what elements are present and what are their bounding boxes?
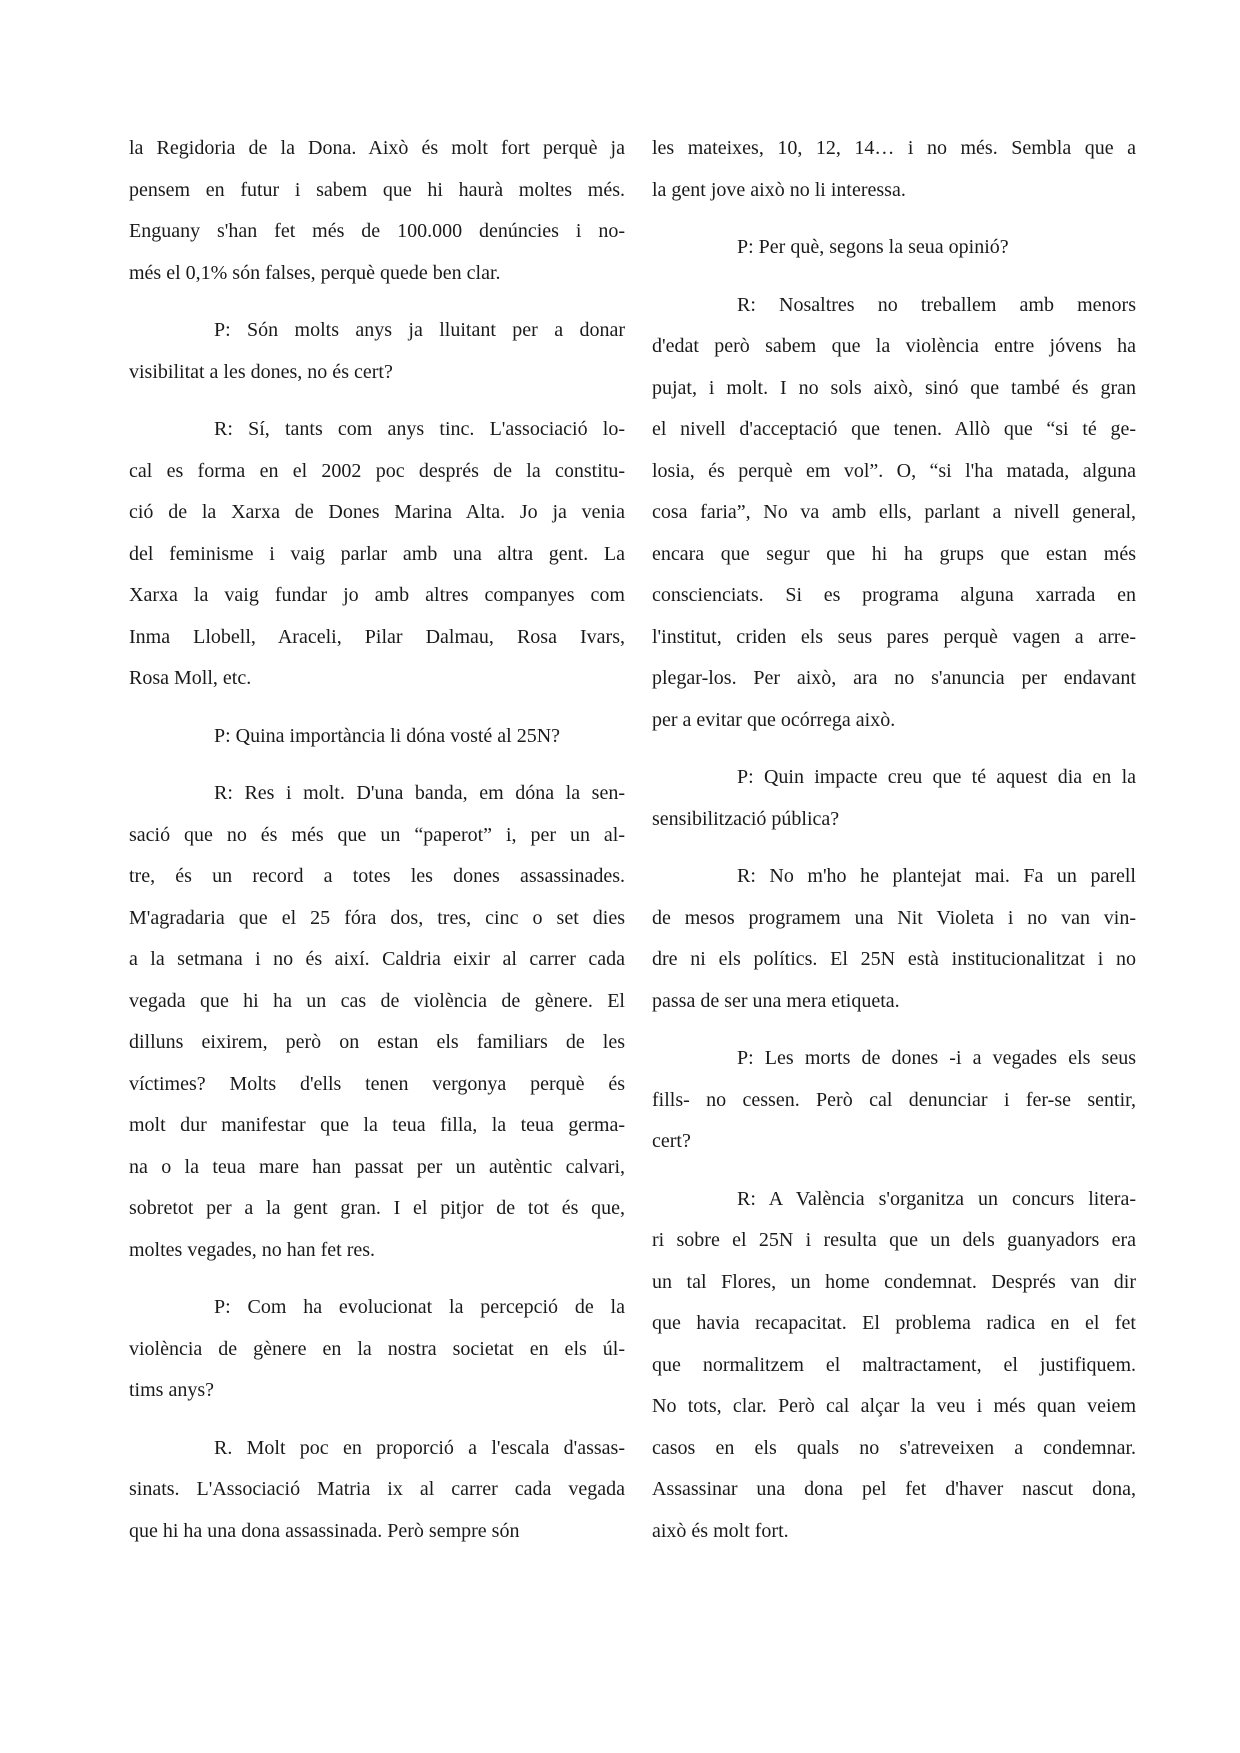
text-line: les mateixes, 10, 12, 14… i no més. Sembla que a <box>652 137 1136 159</box>
text-line: que havia recapacitat. El problema radica en el fet <box>652 1312 1136 1334</box>
text-line: que hi ha una dona assassinada. Però sempre són <box>129 1519 520 1542</box>
text-line: la Regidoria de la Dona. Això és molt fort perquè ja <box>129 137 625 159</box>
paragraph-continuation <box>652 128 1136 211</box>
text-line: tre, és un record a totes les dones assassinades. <box>129 865 625 887</box>
text-line: ció de la Xarxa de Dones Marina Alta. Jo ja venia <box>129 501 625 523</box>
text-line: Enguany s'han fet més de 100.000 denúncies i no- <box>129 220 625 242</box>
paragraph-question <box>652 227 1136 269</box>
text-line: l'institut, criden els seus pares perquè vagen a arre- <box>652 625 1136 648</box>
paragraph-answer <box>652 285 1136 742</box>
text-line: més el 0,1% són falses, perquè quede ben clar. <box>129 261 501 284</box>
text-line: dre ni els polítics. El 25N està institucionalitzat i no <box>652 948 1136 970</box>
paragraph-question <box>652 757 1136 840</box>
paragraph-question <box>652 1038 1136 1163</box>
text-line: conscienciats. Si es programa alguna xarrada en <box>652 584 1136 606</box>
text-line: M'agradaria que el 25 fóra dos, tres, cinc o set dies <box>129 906 625 929</box>
text-line: P: Quina importància li dóna vosté al 25N? <box>214 724 561 747</box>
text-line: R: Res i molt. D'una banda, em dóna la sen- <box>214 782 625 804</box>
text-line: losia, és perquè em vol”. O, “si l'ha matada, alguna <box>652 459 1136 482</box>
text-line: la gent jove això no li interessa. <box>652 178 906 201</box>
text-line: això és molt fort. <box>652 1519 789 1542</box>
text-line: P: Per què, segons la seua opinió? <box>737 236 1009 258</box>
text-line: moltes vegades, no han fet res. <box>129 1238 376 1261</box>
text-line: víctimes? Molts d'ells tenen vergonya perquè és <box>129 1072 625 1095</box>
text-line: sació que no és més que un “paperot” i, per un al- <box>129 823 625 846</box>
text-line: per a evitar que ocórrega això. <box>652 708 896 731</box>
text-line: Rosa Moll, etc. <box>129 667 252 689</box>
paragraph-answer <box>129 1428 625 1553</box>
text-line: sobretot per a la gent gran. I el pitjor de tot és que, <box>129 1197 625 1219</box>
text-line: vegada que hi ha un cas de violència de gènere. El <box>129 989 625 1012</box>
paragraph-answer <box>129 409 625 700</box>
text-line: pujat, i molt. I no sols això, sinó que també és gran <box>652 376 1136 399</box>
paragraph-answer <box>652 1179 1136 1553</box>
text-line: ri sobre el 25N i resulta que un dels guanyadors era <box>652 1229 1136 1251</box>
text-line: violència de gènere en la nostra societat en els úl- <box>129 1337 625 1360</box>
text-line: casos en els quals no s'atreveixen a condemnar. <box>652 1436 1136 1459</box>
text-line: sinats. L'Associació Matria ix al carrer cada vegada <box>129 1478 625 1500</box>
text-line: molt dur manifestar que la teua filla, la teua germa- <box>129 1114 625 1136</box>
paragraph-question <box>129 1287 625 1412</box>
text-column-right <box>652 128 1136 1568</box>
paragraph-answer <box>652 856 1136 1022</box>
text-line: un tal Flores, un home condemnat. Després van dir <box>652 1270 1136 1293</box>
text-line: passa de ser una mera etiqueta. <box>652 989 900 1012</box>
text-line: R: Nosaltres no treballem amb menors <box>737 293 1136 316</box>
paragraph-continuation <box>129 128 625 294</box>
text-line: fills- no cessen. Però cal denunciar i fer-se sentir, <box>652 1088 1136 1111</box>
text-line: Xarxa la vaig fundar jo amb altres companyes com <box>129 584 625 606</box>
paragraph-answer <box>129 773 625 1271</box>
paragraph-question <box>129 310 625 393</box>
text-line: tims anys? <box>129 1379 214 1401</box>
text-line: R: A València s'organitza un concurs litera- <box>737 1187 1136 1210</box>
text-line: P: Com ha evolucionat la percepció de la <box>214 1296 625 1318</box>
paragraph-question <box>129 716 625 758</box>
text-line: No tots, clar. Però cal alçar la veu i més quan veiem <box>652 1395 1136 1417</box>
text-line: dilluns eixirem, però on estan els familiars de les <box>129 1031 625 1053</box>
text-line: plegar-los. Per això, ara no s'anuncia per endavant <box>652 667 1136 689</box>
text-line: P: Són molts anys ja lluitant per a donar <box>214 319 625 341</box>
text-line: na o la teua mare han passat per un autèntic calvari, <box>129 1155 625 1178</box>
text-line: el nivell d'acceptació que tenen. Allò que “si té ge- <box>652 418 1136 440</box>
text-line: R: No m'ho he plantejat mai. Fa un parell <box>737 865 1136 887</box>
text-line: visibilitat a les dones, no és cert? <box>129 360 393 383</box>
text-line: Inma Llobell, Araceli, Pilar Dalmau, Rosa Ivars, <box>129 625 625 648</box>
text-line: que normalitzem el maltractament, el justifiquem. <box>652 1353 1136 1376</box>
text-line: d'edat però sabem que la violència entre jóvens ha <box>652 335 1136 357</box>
text-line: de mesos programem una Nit Violeta i no van vin- <box>652 906 1136 929</box>
text-line: a la setmana i no és així. Caldria eixir al carrer cada <box>129 948 625 970</box>
text-line: sensibilització pública? <box>652 807 840 830</box>
text-line: pensem en futur i sabem que hi haurà moltes més. <box>129 178 625 201</box>
text-column-left <box>129 128 625 1568</box>
text-line: encara que segur que hi ha grups que estan més <box>652 542 1136 565</box>
text-line: del feminisme i vaig parlar amb una altra gent. La <box>129 542 625 565</box>
text-line: R: Sí, tants com anys tinc. L'associació lo- <box>214 418 625 440</box>
text-line: cert? <box>652 1130 691 1152</box>
text-line: cosa faria”, No va amb ells, parlant a nivell general, <box>652 501 1136 523</box>
text-line: R. Molt poc en proporció a l'escala d'assas- <box>214 1436 625 1459</box>
text-line: cal es forma en el 2002 poc després de la constitu- <box>129 459 625 482</box>
text-line: Assassinar una dona pel fet d'haver nascut dona, <box>652 1478 1136 1500</box>
text-line: P: Les morts de dones -i a vegades els seus <box>737 1047 1136 1069</box>
text-line: P: Quin impacte creu que té aquest dia en la <box>737 766 1136 788</box>
